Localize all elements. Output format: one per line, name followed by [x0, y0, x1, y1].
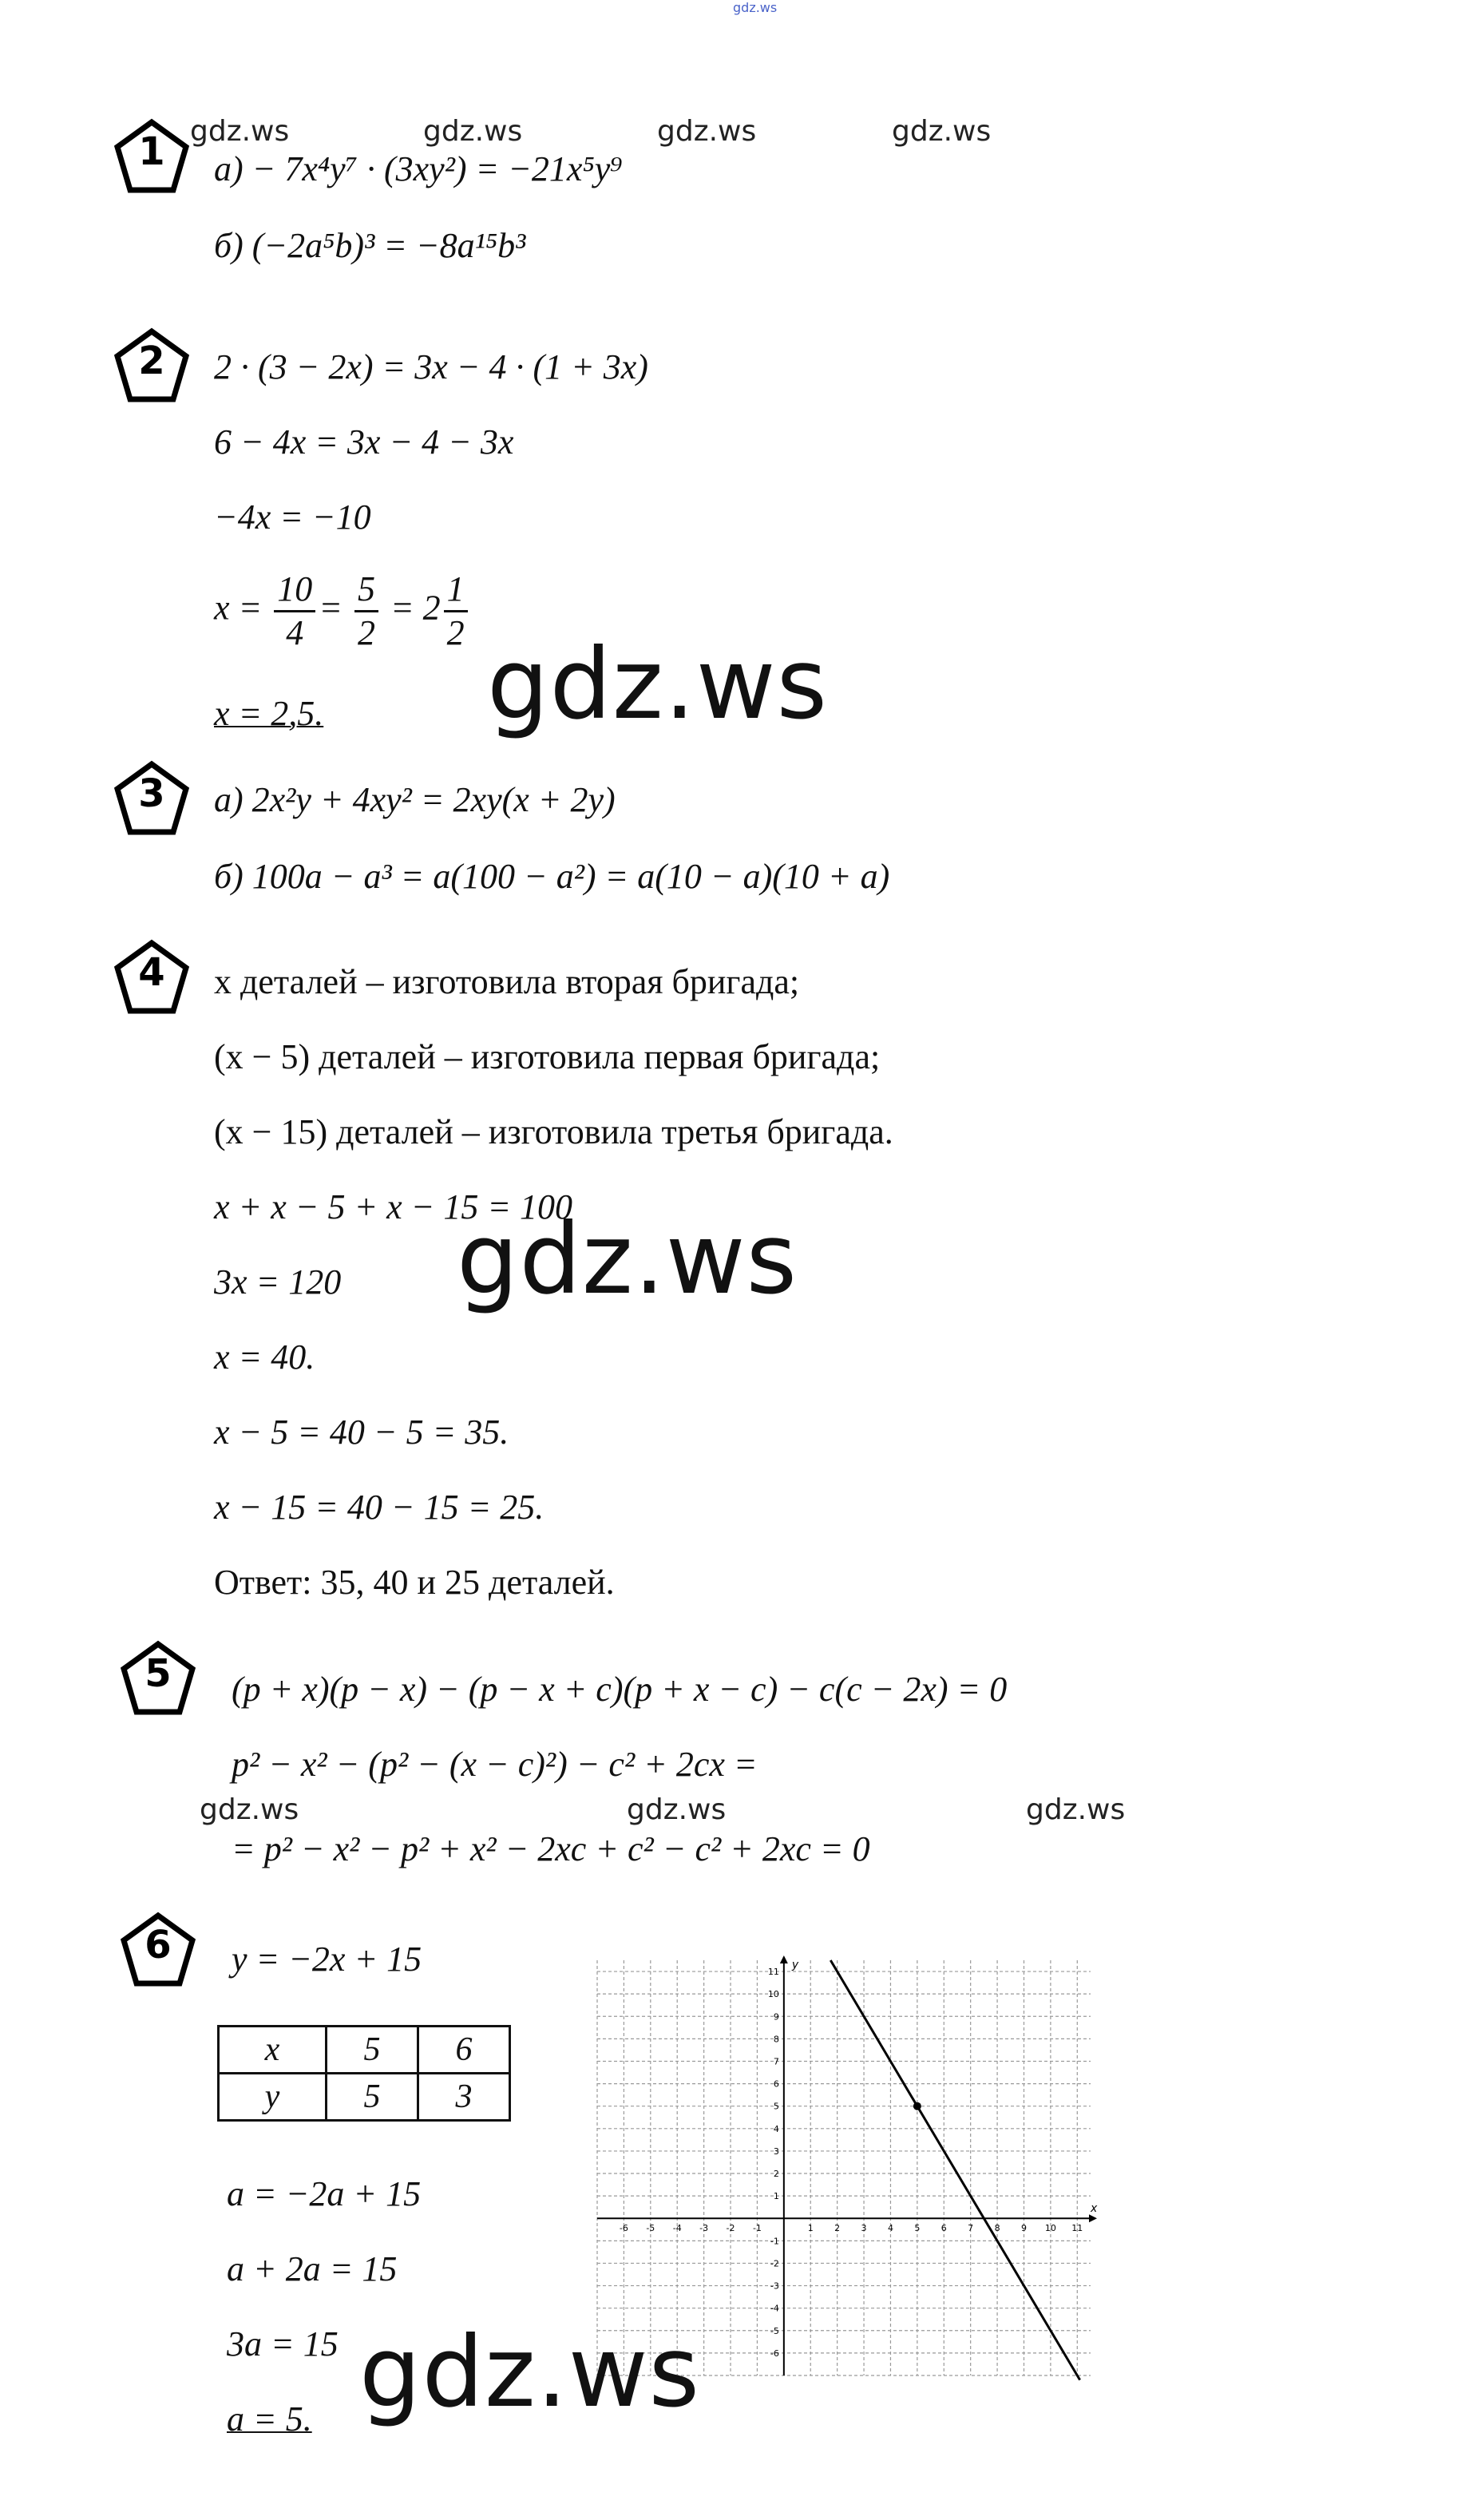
- x-tick-label: -2: [726, 2223, 735, 2234]
- task2-answer: x = 2,5.: [214, 694, 324, 733]
- data-point: [913, 2102, 921, 2110]
- task5-line: p² − x² − (p² − (x − c)²) − c² + 2cx =: [232, 1745, 758, 1784]
- table-row: [219, 2074, 510, 2121]
- x-tick-label: -1: [752, 2223, 762, 2234]
- y-tick-label: -3: [770, 2280, 779, 2292]
- task-number-badge: 4: [113, 939, 190, 1016]
- task5-line: = p² − x² − p² + x² − 2xc + c² − c² + 2xc = 0: [232, 1829, 870, 1868]
- x-tick-label: 10: [1044, 2223, 1056, 2234]
- x-tick-label: -6: [619, 2223, 628, 2234]
- watermark-big: gdz.ws: [487, 628, 829, 741]
- y-tick-label: 11: [767, 1967, 779, 1978]
- watermark: gdz.ws: [627, 1793, 727, 1826]
- fraction: $\frac{10}{4}$: [274, 569, 315, 654]
- task4-line: (x − 15) деталей – изготовила третья бригада.: [214, 1112, 893, 1151]
- task4-line: x = 40.: [214, 1337, 315, 1377]
- y-tick-label: 3: [773, 2146, 779, 2157]
- x-tick-label: 3: [861, 2223, 867, 2234]
- x-tick-label: 9: [1020, 2223, 1027, 2234]
- y-tick-label: -4: [770, 2303, 779, 2314]
- task2-fraction-line: [214, 569, 471, 654]
- task-number-badge: 3: [113, 760, 190, 837]
- watermark-big: gdz.ws: [359, 2316, 701, 2429]
- task-number-badge: 1: [113, 118, 190, 195]
- x-tick-label: -5: [646, 2223, 655, 2234]
- table-cell: 5: [327, 2074, 418, 2121]
- watermark: gdz.ws: [423, 115, 523, 148]
- x-tick-label: 1: [807, 2223, 814, 2234]
- frac-lhs: x =: [214, 588, 263, 628]
- task6-equation: y = −2x + 15: [232, 1940, 422, 1979]
- table-row: [219, 2027, 510, 2074]
- task3-line-a: а) 2x²y + 4xy² = 2xy(x + 2y): [214, 780, 616, 819]
- equals: = 2: [390, 588, 441, 628]
- top-watermark: gdz.ws: [733, 0, 778, 15]
- task3-line-b: б) 100a − a³ = a(100 − a²) = a(10 − a)(10 + a): [214, 857, 890, 896]
- table-header-y: y: [219, 2074, 327, 2121]
- task-number-badge: 2: [113, 327, 190, 404]
- table-header-x: x: [219, 2027, 327, 2074]
- y-tick-label: -6: [770, 2348, 779, 2359]
- equals: =: [319, 588, 343, 628]
- table-cell: 5: [327, 2027, 418, 2074]
- task2-line: 2 · (3 − 2x) = 3x − 4 · (1 + 3x): [214, 347, 648, 386]
- x-axis-arrow: [1089, 2214, 1097, 2222]
- task6-line: 3a = 15: [227, 2324, 339, 2363]
- y-axis-arrow: [780, 1955, 788, 1963]
- y-axis-label: y: [791, 1959, 799, 1971]
- task4-answer: Ответ: 35, 40 и 25 деталей.: [214, 1563, 615, 1602]
- x-tick-label: -4: [672, 2223, 682, 2234]
- y-tick-label: 9: [773, 2011, 779, 2023]
- function-line: [830, 1960, 1079, 2380]
- task4-line: (x − 5) деталей – изготовила первая бригада;: [214, 1037, 881, 1076]
- task4-line: 3x = 120: [214, 1262, 342, 1302]
- x-tick-label: 2: [834, 2223, 841, 2234]
- table-cell: 6: [418, 2027, 510, 2074]
- y-tick-label: 10: [767, 1989, 779, 2000]
- x-tick-label: 11: [1071, 2223, 1083, 2234]
- task5-line: (p + x)(p − x) − (p − x + c)(p + x − c) − c(c − 2x) = 0: [232, 1670, 1008, 1709]
- x-tick-label: -3: [699, 2223, 709, 2234]
- table-cell: 3: [418, 2074, 510, 2121]
- y-tick-label: 7: [773, 2056, 779, 2067]
- task4-line: x деталей – изготовила вторая бригада;: [214, 962, 800, 1001]
- y-tick-label: -2: [770, 2258, 779, 2269]
- y-tick-label: 6: [773, 2078, 779, 2090]
- watermark: gdz.ws: [190, 115, 290, 148]
- watermark: gdz.ws: [1026, 1793, 1126, 1826]
- task-number-badge: 5: [120, 1640, 196, 1717]
- y-tick-label: 1: [773, 2191, 779, 2202]
- x-tick-label: 4: [887, 2223, 893, 2234]
- task1-line-b: б) (−2a⁵b)³ = −8a¹⁵b³: [214, 226, 526, 265]
- task6-answer: a = 5.: [227, 2399, 312, 2439]
- task6-line: a = −2a + 15: [227, 2174, 422, 2213]
- x-tick-label: 5: [914, 2223, 921, 2234]
- watermark: gdz.ws: [657, 115, 757, 148]
- task4-line: x + x − 5 + x − 15 = 100: [214, 1187, 573, 1226]
- x-tick-label: 8: [994, 2223, 1000, 2234]
- fraction: $\frac{5}{2}$: [354, 569, 378, 654]
- y-tick-label: -5: [770, 2325, 779, 2336]
- task4-line: x − 5 = 40 − 5 = 35.: [214, 1413, 509, 1452]
- x-tick-label: 6: [940, 2223, 947, 2234]
- fraction: $\frac{1}{2}$: [444, 569, 468, 654]
- task2-line: −4x = −10: [214, 497, 371, 537]
- task1-line-a: а) − 7x⁴y⁷ · (3xy²) = −21x⁵y⁹: [214, 149, 623, 188]
- y-tick-label: 5: [773, 2101, 779, 2112]
- task-number-badge: 6: [120, 1912, 196, 1988]
- task4-line: x − 15 = 40 − 15 = 25.: [214, 1488, 544, 1527]
- y-tick-label: 4: [773, 2123, 779, 2134]
- watermark-big: gdz.ws: [457, 1203, 798, 1316]
- x-axis-label: x: [1091, 2202, 1098, 2216]
- y-tick-label: 8: [773, 2034, 779, 2045]
- x-tick-label: 7: [968, 2223, 974, 2234]
- task6-line: a + 2a = 15: [227, 2249, 398, 2288]
- values-table: [217, 2025, 511, 2122]
- watermark: gdz.ws: [200, 1793, 299, 1826]
- task2-line: 6 − 4x = 3x − 4 − 3x: [214, 422, 514, 462]
- watermark: gdz.ws: [892, 115, 992, 148]
- y-tick-label: -1: [770, 2236, 779, 2247]
- y-tick-label: 2: [773, 2169, 779, 2180]
